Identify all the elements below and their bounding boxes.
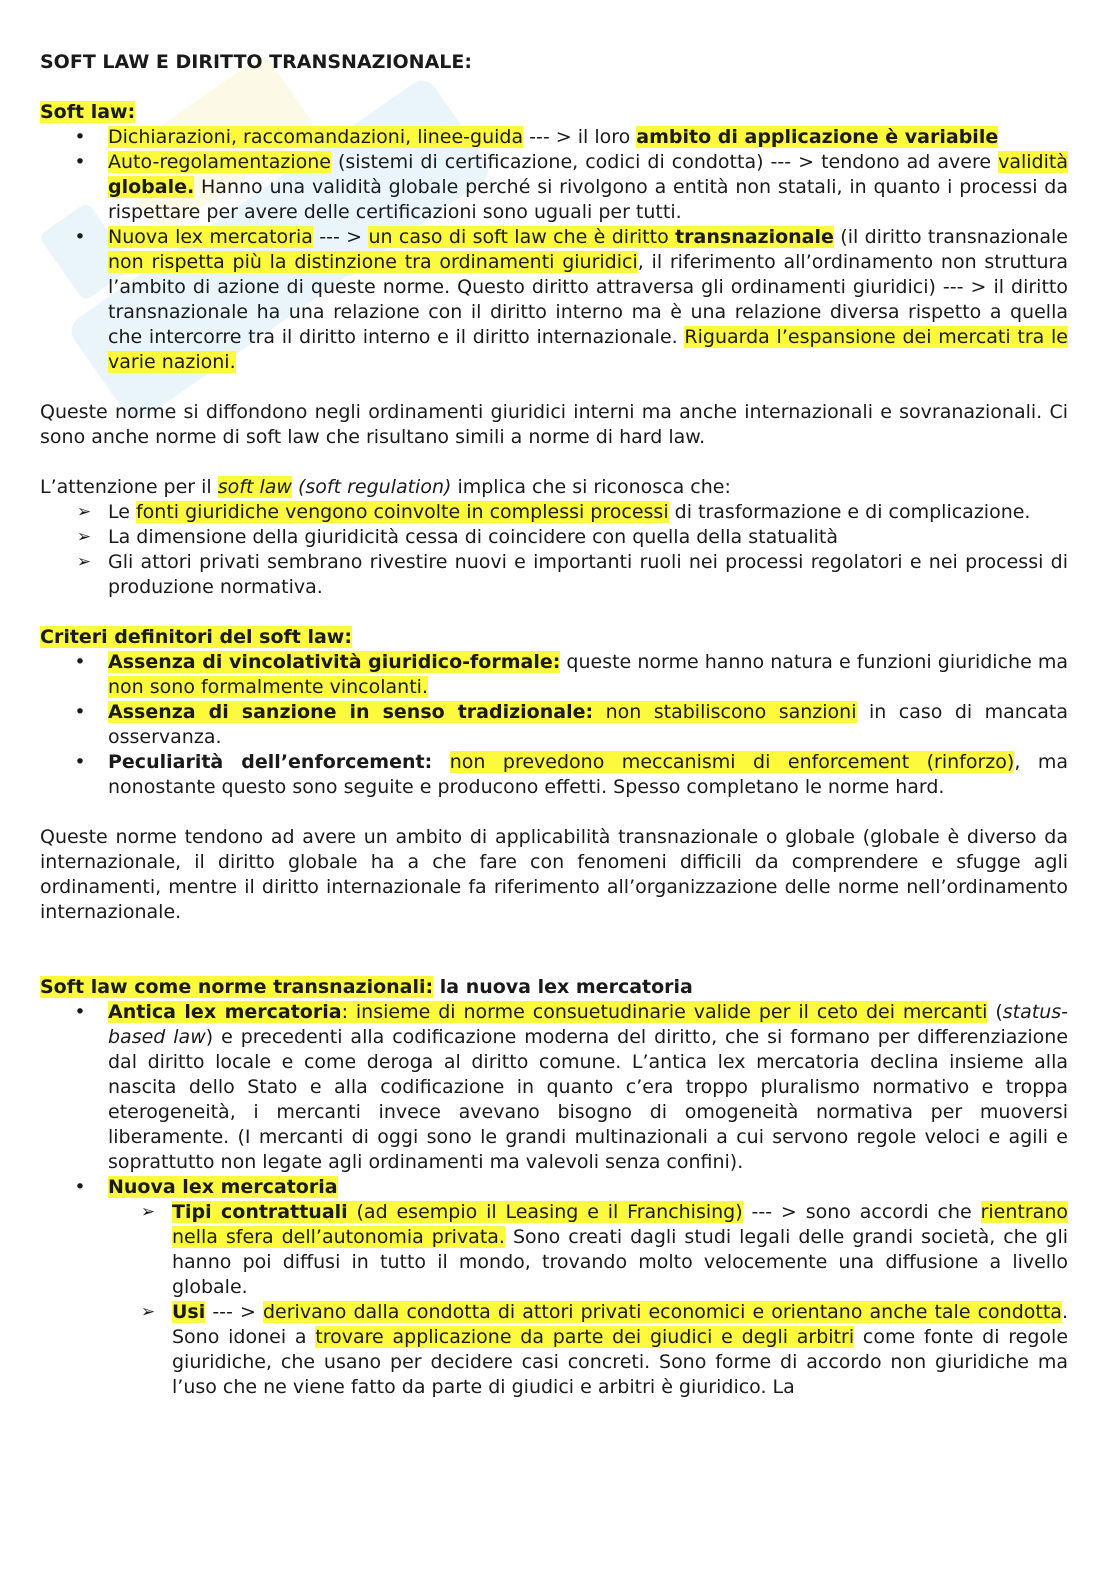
arrow-icon	[74, 550, 94, 575]
item-text: , ma nonostante questo sono seguite e producono effetti. Spesso completano le norme hard.	[108, 751, 1068, 798]
heading-text: Soft law:	[40, 101, 136, 123]
item-text: Gli attori privati sembrano rivestire nuovi e importanti ruoli nei processi regolatori e nei processi di produzione normativa.	[108, 551, 1068, 598]
paragraph-attention	[40, 475, 1068, 500]
item-text: . Sono idonei a	[172, 1301, 1068, 1348]
highlight-text: un caso di soft law che è diritto	[368, 226, 676, 248]
highlight-bold-text: Assenza di vincolatività giuridico-formale:	[108, 651, 561, 673]
text: implica che si riconosca che:	[451, 476, 731, 498]
highlight-text	[593, 701, 605, 723]
bold-text: la nuova lex mercatoria	[433, 976, 693, 998]
arrow-icon	[74, 500, 94, 525]
document-title: SOFT LAW E DIRITTO TRANSNAZIONALE:	[40, 51, 472, 73]
bullet-icon	[70, 150, 90, 175]
highlight-bold-text: Soft law come norme transnazionali:	[40, 976, 434, 998]
text: L’attenzione per il	[40, 476, 218, 498]
highlight-text: rientrano nella sfera dell’autonomia privata.	[172, 1201, 1068, 1248]
item-text: (	[987, 1001, 1003, 1023]
item-text: , il riferimento all’ordinamento non struttura l’ambito di azione di queste norme. Questo diritto attraversa gli ordinamenti giuridici) --- > il diritto transnazionale ha una relazione con il diritto interno ma è una relazione diversa rispetto a quella che intercorre tra il diritto interno e il diritto internazionale.	[108, 251, 1068, 348]
bullet-icon	[70, 1175, 90, 1200]
bullet-icon	[70, 750, 90, 775]
list-item	[40, 750, 1068, 800]
highlight-bold-text: Tipi contrattuali	[172, 1201, 348, 1223]
list-item	[40, 700, 1068, 750]
item-text: (sistemi di certificazione, codici di condotta) --- > tendono ad avere	[330, 151, 999, 173]
highlight-text: non stabiliscono sanzioni	[605, 701, 857, 723]
heading-text: Criteri definitori del soft law:	[40, 626, 352, 648]
arrow-icon	[138, 1300, 158, 1325]
item-text	[432, 751, 450, 773]
highlight-bold-text: transnazionale	[675, 226, 834, 248]
italic-text: status-based law	[108, 1001, 1068, 1048]
document-page	[40, 50, 1068, 1400]
highlight-bold-text: Nuova lex mercatoria	[108, 1176, 338, 1198]
highlight-text: non prevedono meccanismi di enforcement (rinforzo)	[449, 751, 1015, 773]
arrow-icon	[138, 1200, 158, 1225]
bullet-icon	[70, 1000, 90, 1025]
list-item	[40, 125, 1068, 150]
highlight-text: (ad esempio il Leasing e il Franchising)	[347, 1201, 743, 1223]
section-heading-criteri	[40, 625, 1068, 650]
paragraph-diffusion: Queste norme si diffondono negli ordinamenti giuridici interni ma anche internazionali e sovranazionali. Ci sono anche norme di soft law che risultano simili a norme di hard law.	[40, 401, 1068, 448]
highlight-text: Nuova lex mercatoria	[108, 226, 313, 248]
lex-mercatoria-list	[40, 1000, 1068, 1200]
list-item	[108, 1200, 1068, 1300]
arrow-icon	[74, 525, 94, 550]
item-text: --- > il loro	[523, 126, 637, 148]
item-text: Le	[108, 501, 136, 523]
highlight-bold-text: Assenza di sanzione in senso tradizionale:	[108, 701, 594, 723]
item-text: queste norme hanno natura e funzioni giuridiche ma	[560, 651, 1068, 673]
list-item	[40, 1000, 1068, 1175]
highlight-bold-text: Antica lex mercatoria	[108, 1001, 342, 1023]
list-item	[40, 500, 1068, 525]
highlight-text: fonti giuridiche vengono coinvolte in complessi processi	[135, 501, 669, 523]
italic-text: (soft regulation)	[291, 476, 452, 498]
list-item	[40, 1175, 1068, 1200]
criteri-list	[40, 650, 1068, 800]
highlight-text: non sono formalmente vincolanti.	[108, 676, 428, 698]
highlight-text: validità	[998, 151, 1068, 173]
list-item	[40, 525, 1068, 550]
item-text: --- >	[312, 226, 369, 248]
item-text: ) e precedenti alla codificazione moderna del diritto, che si formano per differenziazione dal diritto locale e come deroga al diritto comune. L’antica lex mercatoria declina insieme alla nascita dello Stato e alla codificazione in quanto c’era troppo pluralismo normativo e troppa eterogeneità, i mercanti invece avevano bisogno di omogeneità normativa per muoversi liberamente. (I mercanti di oggi sono le grandi multinazionali a cui servono regole veloci e agili e soprattutto non legate agli ordinamenti ma valevoli senza confini).	[108, 1026, 1069, 1173]
item-text: (il diritto transnazionale	[833, 226, 1068, 248]
section-heading-soft-law	[40, 100, 1068, 125]
nuova-lex-sublist	[108, 1200, 1068, 1400]
highlight-bold-text: globale.	[108, 176, 195, 198]
bullet-icon	[70, 225, 90, 250]
highlight-text: trovare applicazione da parte dei giudici e degli arbitri	[315, 1326, 855, 1348]
highlight-bold-text: ambito di applicazione è variabile	[636, 126, 999, 148]
bold-text: Peculiarità dell’enforcement:	[108, 751, 433, 773]
item-text: come fonte di regole giuridiche, che usano per decidere casi concreti. Sono forme di accordo non giuridiche ma l’uso che ne viene fatto da parte di giudici e arbitri è giuridico. La	[172, 1326, 1069, 1398]
item-text: in caso di mancata osservanza.	[108, 701, 1068, 748]
bullet-icon	[70, 700, 90, 725]
bullet-icon	[70, 125, 90, 150]
paragraph-ambito: Queste norme tendono ad avere un ambito di applicabilità transnazionale o globale (globale è diverso da internazionale, il diritto globale ha a che fare con fenomeni difficili da comprendere e sfugge agli ordinamenti, mentre il diritto internazionale fa riferimento all’organizzazione delle norme nell’ordinamento internazionale.	[40, 826, 1068, 923]
item-text: Hanno una validità globale perché si rivolgono a entità non statali, in quanto i processi da rispettare per avere delle certificazioni sono uguali per tutti.	[108, 176, 1068, 223]
highlight-text: : insieme di norme consuetudinarie valide per il ceto dei mercanti	[341, 1001, 988, 1023]
highlight-text: non rispetta più la distinzione tra ordinamenti giuridici	[108, 251, 638, 273]
item-text: --- >	[205, 1301, 263, 1323]
highlight-bold-text: Usi	[172, 1301, 206, 1323]
soft-law-list	[40, 125, 1068, 375]
highlight-text: derivano dalla condotta di attori privati economici e orientano anche tale condotta	[262, 1301, 1062, 1323]
arrow-list	[40, 500, 1068, 600]
list-item	[40, 550, 1068, 600]
item-text: La dimensione della giuridicità cessa di coincidere con quella della statualità	[108, 526, 839, 548]
highlight-text: Dichiarazioni, raccomandazioni, linee-guida	[108, 126, 524, 148]
item-text: --- > sono accordi che	[742, 1201, 981, 1223]
highlight-italic-text: soft law	[217, 476, 292, 498]
list-item	[40, 650, 1068, 700]
item-text: Sono creati dagli studi legali delle grandi società, che gli hanno poi diffusi in tutto il mondo, trovando molto velocemente una diffusione a livello globale.	[172, 1226, 1068, 1298]
list-item	[108, 1300, 1068, 1400]
item-text: di trasformazione e di complicazione.	[668, 501, 1031, 523]
highlight-text: Riguarda l’espansione dei mercati tra le varie nazioni.	[108, 326, 1068, 373]
section-heading-lex-mercatoria	[40, 975, 1068, 1000]
list-item	[40, 225, 1068, 375]
highlight-text: Auto-regolamentazione	[108, 151, 331, 173]
list-item	[40, 150, 1068, 225]
bullet-icon	[70, 650, 90, 675]
